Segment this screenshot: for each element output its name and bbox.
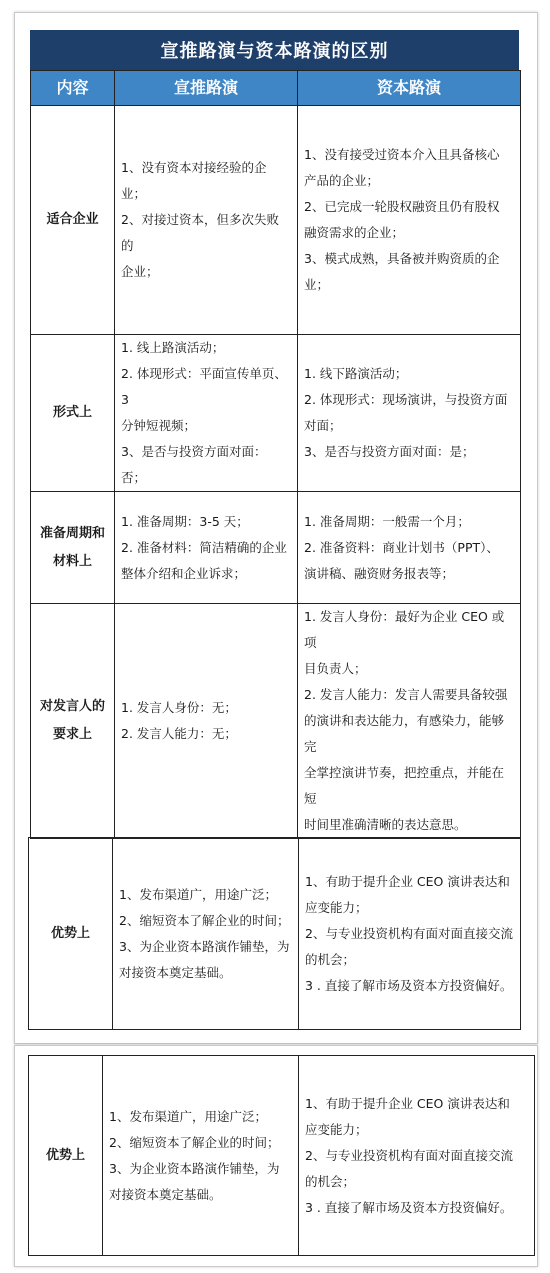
row-label-line: 适合企业 (46, 212, 99, 227)
cell-line: 1. 发言人身份：最好为企业 CEO 或项 (304, 609, 505, 650)
table-row (31, 604, 521, 839)
cell-promo (115, 492, 298, 604)
cell-line: 1、发布渠道广，用途广泛； (119, 886, 277, 902)
cell-capital (299, 1056, 535, 1256)
cell-line: 2、缩短资本了解企业的时间； (119, 912, 290, 928)
table-row (29, 838, 521, 1030)
table-title: 宣推路演与资本路演的区别 (30, 30, 519, 70)
cell-line: 2、对接过资本，但多次失败的 (121, 212, 279, 253)
row-label: 优势上 (29, 838, 113, 1030)
row-label-line: 材料上 (52, 553, 92, 569)
advantage-table (28, 837, 521, 1030)
cell-promo (115, 604, 298, 839)
cell-line: 3 . 直接了解市场及资本方投资偏好。 (305, 1199, 513, 1215)
table-row (31, 335, 521, 492)
table-row (29, 1056, 535, 1256)
cell-line: 1. 准备周期：3-5 天； (121, 513, 249, 529)
cell-line: 1. 线下路演活动； (304, 366, 408, 381)
cell-line: 2、已完成一轮股权融资且仍有股权 (304, 199, 500, 214)
row-label-line: 准备周期和 (39, 525, 105, 541)
cell-line: 2、缩短资本了解企业的时间； (109, 1134, 280, 1150)
cell-line: 1. 发言人身份：无； (121, 700, 237, 715)
row-label-line: 形式上 (52, 405, 92, 420)
cell-capital (298, 106, 521, 335)
cell-line: 全掌控演讲节奏，把控重点，并能在短 (304, 765, 505, 806)
cell-promo (115, 335, 298, 492)
cell-line: 时间里准确清晰的表达意思。 (304, 817, 467, 832)
cell-line: 演讲稿、融资财务报表等； (304, 565, 455, 581)
cell-line: 的机会； (305, 951, 356, 967)
cell-capital (298, 604, 521, 839)
cell-promo (103, 1056, 299, 1256)
cell-promo (113, 838, 299, 1030)
header-content: 内容 (31, 71, 115, 106)
cell-line: 2. 体现形式：平面宣传单页、3 (121, 366, 287, 407)
cell-capital (298, 492, 521, 604)
cell-line: 产品的企业； (304, 173, 380, 188)
cell-line: 的机会； (305, 1173, 356, 1189)
row-label (31, 106, 115, 335)
cell-line: 3、是否与投资方面对面：是； (304, 444, 475, 459)
cell-line: 1、有助于提升企业 CEO 演讲表达和 (305, 1095, 510, 1111)
row-label-line: 对发言人的 (39, 699, 105, 714)
table-row (31, 492, 521, 604)
cell-line: 的演讲和表达能力，有感染力，能够完 (304, 713, 505, 754)
cell-line: 1、没有接受过资本介入且具备核心 (304, 147, 500, 162)
cell-line: 整体介绍和企业诉求； (121, 565, 247, 581)
cell-line: 3、是否与投资方面对面：否； (121, 444, 267, 485)
cell-line: 2. 体现形式：现场演讲，与投资方面 (304, 392, 508, 407)
header-promo-roadshow: 宣推路演 (115, 71, 298, 106)
advantage-table-duplicate (28, 1055, 535, 1256)
cell-line: 分钟短视频； (121, 418, 197, 433)
cell-capital (298, 335, 521, 492)
row-label (31, 604, 115, 839)
cell-line: 应变能力； (305, 899, 368, 915)
row-label-line: 要求上 (52, 727, 92, 742)
cell-line: 1、有助于提升企业 CEO 演讲表达和 (305, 873, 510, 889)
cell-line: 1. 线上路演活动； (121, 340, 225, 355)
cell-line: 3 . 直接了解市场及资本方投资偏好。 (305, 977, 513, 993)
cell-line: 对面； (304, 418, 342, 433)
cell-line: 1. 准备周期：一般需一个月； (304, 513, 470, 529)
cell-line: 2. 准备资料：商业计划书（PPT）、 (304, 539, 499, 555)
cell-line: 应变能力； (305, 1121, 368, 1137)
header-row (31, 71, 521, 106)
cell-promo (115, 106, 298, 335)
header-capital-roadshow: 资本路演 (298, 71, 521, 106)
cell-line: 2. 发言人能力：发言人需要具备较强 (304, 687, 508, 702)
cell-line: 融资需求的企业； (304, 225, 405, 240)
cell-line: 2、与专业投资机构有面对面直接交流 (305, 925, 513, 941)
cell-line: 3、为企业资本路演作铺垫，为 (119, 938, 290, 954)
cell-line: 1、没有资本对接经验的企业； (121, 160, 267, 201)
cell-line: 企业； (121, 264, 159, 279)
cell-line: 1、发布渠道广，用途广泛； (109, 1108, 267, 1124)
cell-capital (299, 838, 521, 1030)
row-label (31, 335, 115, 492)
row-label: 优势上 (29, 1056, 103, 1256)
cell-line: 2. 准备材料：简洁精确的企业 (121, 539, 287, 555)
cell-line: 2. 发言人能力：无； (121, 726, 237, 741)
cell-line: 对接资本奠定基础。 (109, 1186, 222, 1202)
cell-line: 对接资本奠定基础。 (119, 964, 232, 980)
cell-line: 目负责人； (304, 661, 367, 676)
comparison-table (30, 70, 521, 839)
cell-line: 2、与专业投资机构有面对面直接交流 (305, 1147, 513, 1163)
cell-line: 业； (304, 277, 330, 292)
table-row (31, 106, 521, 335)
row-label (31, 492, 115, 604)
cell-line: 3、为企业资本路演作铺垫，为 (109, 1160, 280, 1176)
cell-line: 3、模式成熟，具备被并购资质的企 (304, 251, 500, 266)
